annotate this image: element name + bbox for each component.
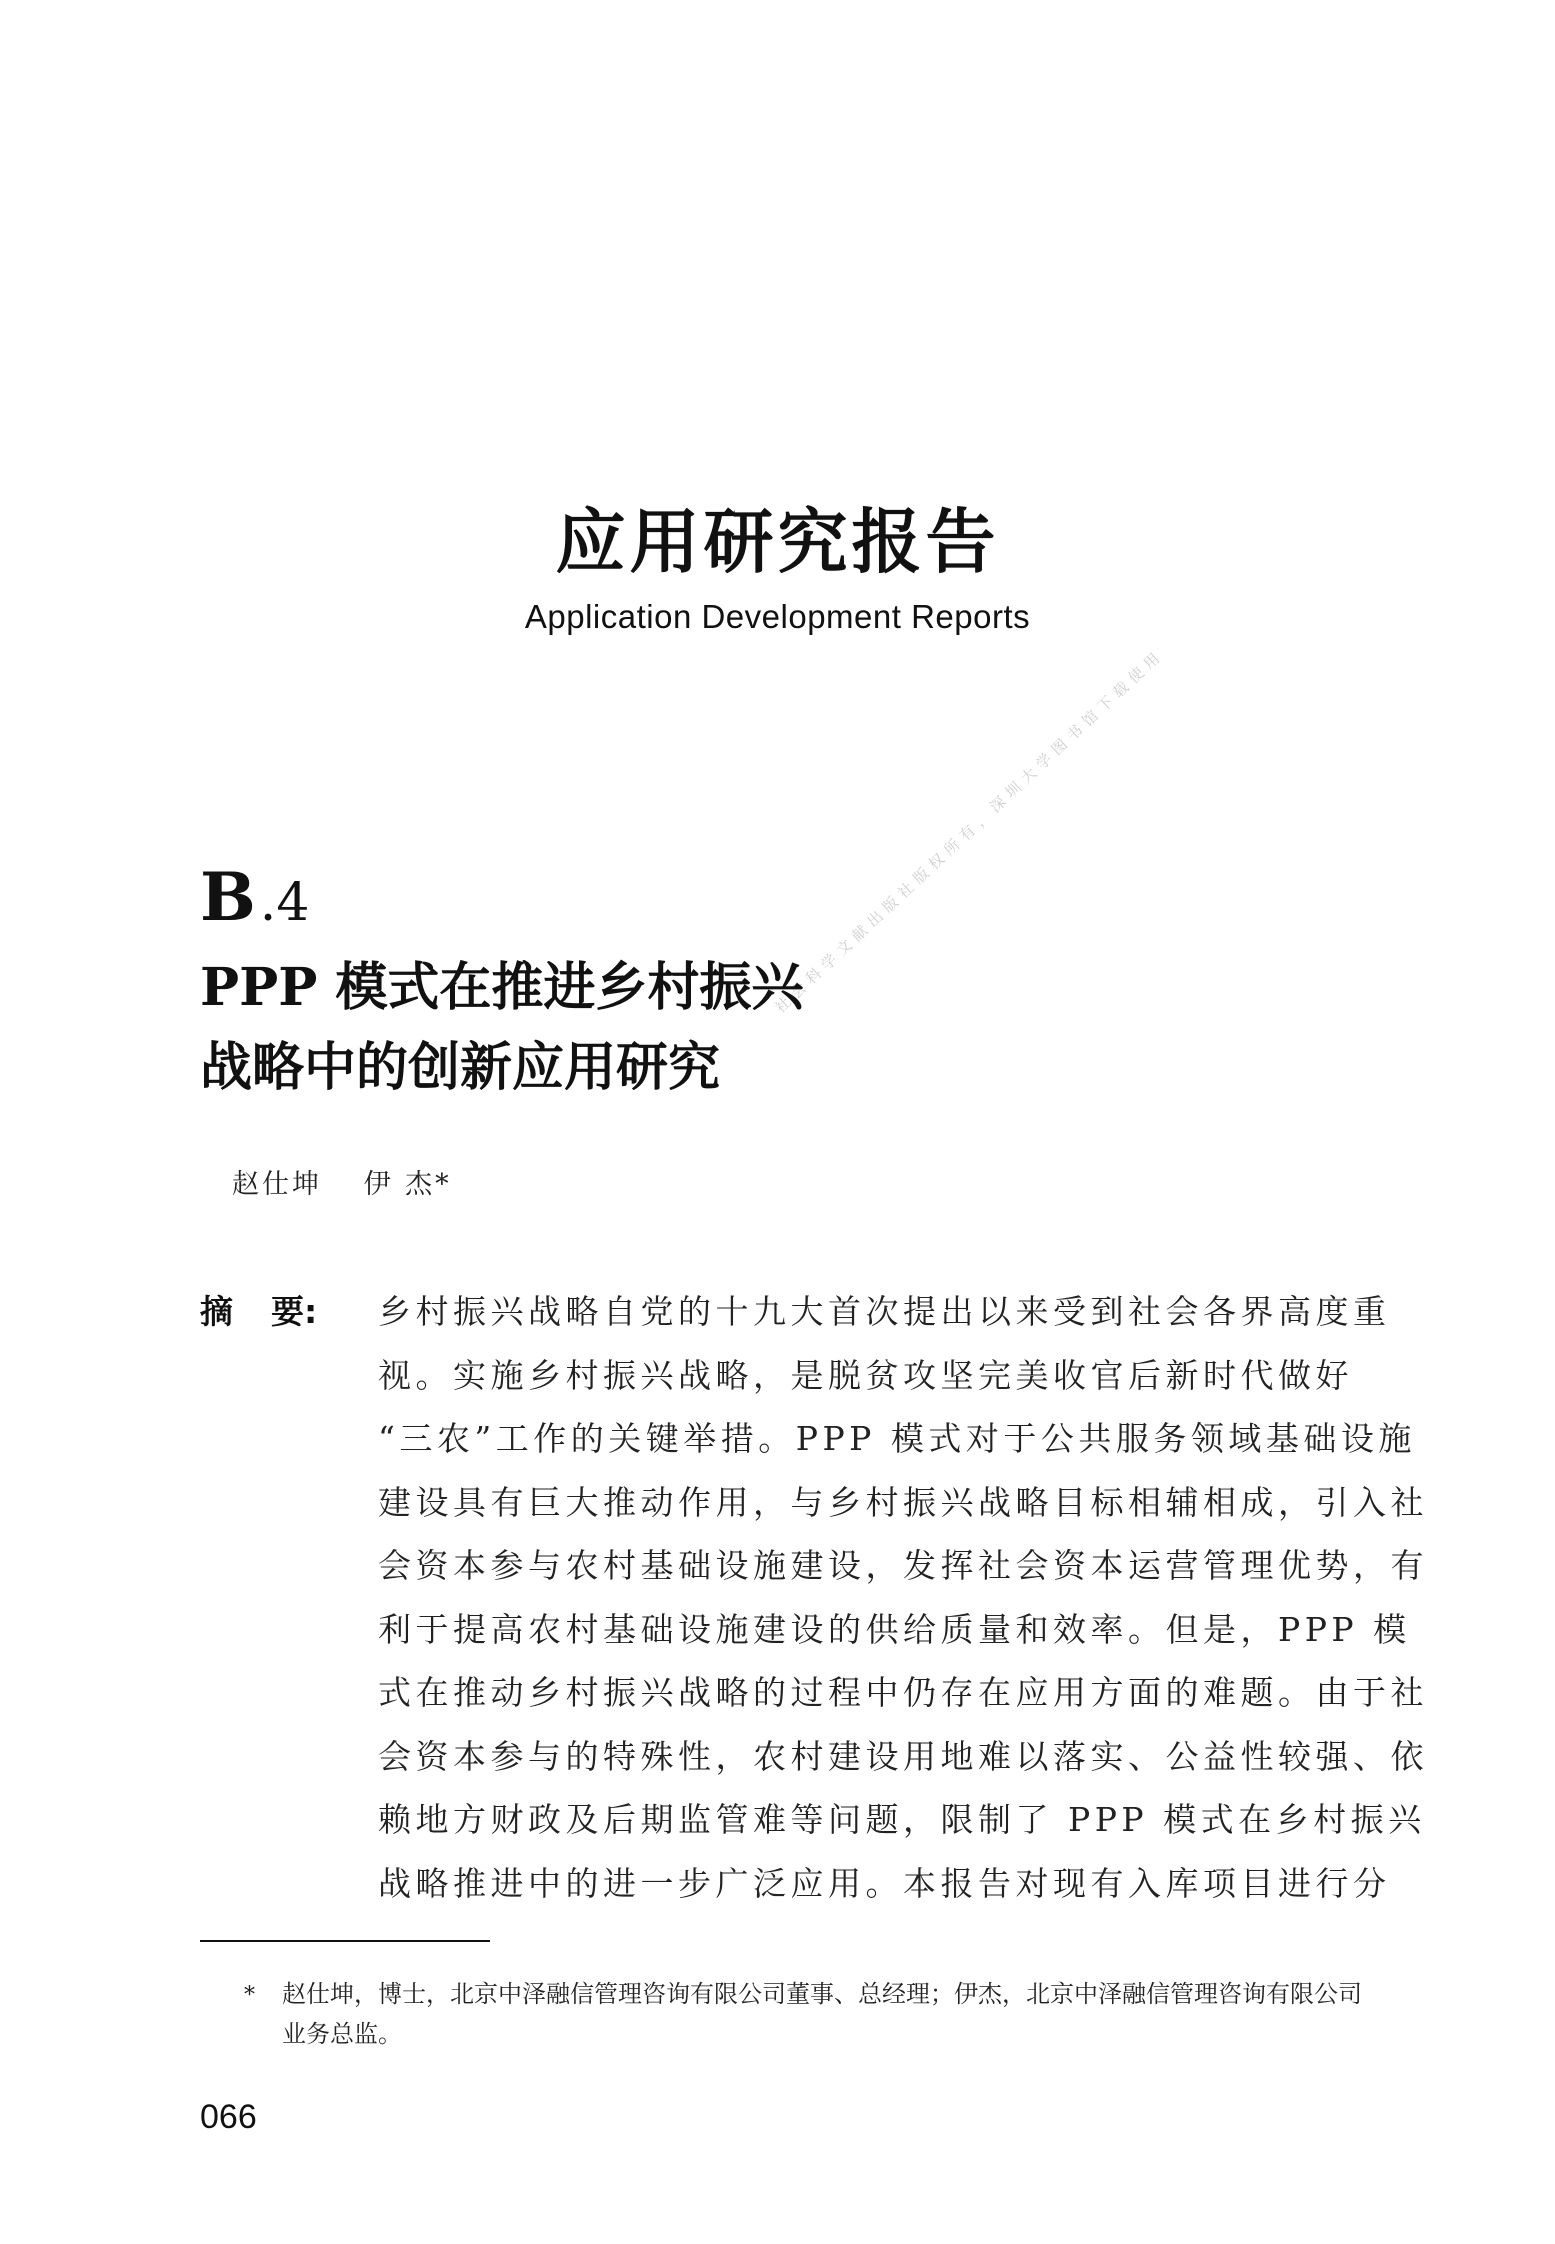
footnote [246,1974,1366,2054]
abstract-line: 战略推进中的进一步广泛应用。本报告对现有入库项目进行分 [378,1863,1391,1903]
abstract-body [378,1280,1428,1915]
abstract-line: 建设具有巨大推动作用，与乡村振兴战略目标相辅相成，引入社 [378,1482,1428,1522]
report-number-letter: B [200,858,256,936]
abstract-line: 视。实施乡村振兴战略，是脱贫攻坚完美收官后新时代做好 [378,1355,1353,1395]
section-title: 应用研究报告 [555,500,1000,583]
report-number-suffix: .4 [259,873,310,933]
footnote-text: 赵仕坤，博士，北京中泽融信管理咨询有限公司董事、总经理；伊杰，北京中泽融信管理咨询有限公司业务总监。 [282,1980,1362,2048]
abstract-label-first: 摘 [200,1292,233,1331]
abstract-line: 乡村振兴战略自党的十九大首次提出以来受到社会各界高度重 [378,1292,1391,1331]
page-number: 066 [200,2098,257,2136]
abstract-label-second: 要: [271,1292,318,1331]
report-title-line: 战略中的创新应用研究 [200,1037,721,1098]
report-title-line: PPP 模式在推进乡村振兴 [200,957,804,1018]
report-title [200,948,1100,1108]
abstract-line: 式在推动乡村振兴战略的过程中仍存在应用方面的难题。由于社 [378,1673,1428,1712]
section-subtitle: Application Development Reports [524,598,1031,635]
abstract-line: “三农”工作的关键举措。PPP 模式对于公共服务领域基础设施 [378,1419,1416,1458]
authors [232,1162,482,1201]
abstract-label [200,1286,317,1333]
abstract-line: 会资本参与的特殊性，农村建设用地难以落实、公益性较强、依 [378,1736,1428,1776]
watermark: 社会科学文献出版社版权所有，深圳大学图书馆下载使用 [771,645,1168,1017]
author-name: 伊 杰* [363,1169,452,1200]
abstract-line: 赖地方财政及后期监管难等问题，限制了 PPP 模式在乡村振兴 [378,1800,1426,1839]
footnote-divider [200,1940,490,1942]
author-name: 赵仕坤 [232,1169,322,1200]
abstract-line: 会资本参与农村基础设施建设，发挥社会资本运营管理优势，有 [378,1546,1428,1585]
footnote-mark: * [244,1983,255,2008]
report-number [200,858,309,936]
abstract-line: 利于提高农村基础设施建设的供给质量和效率。但是，PPP 模 [378,1609,1411,1649]
